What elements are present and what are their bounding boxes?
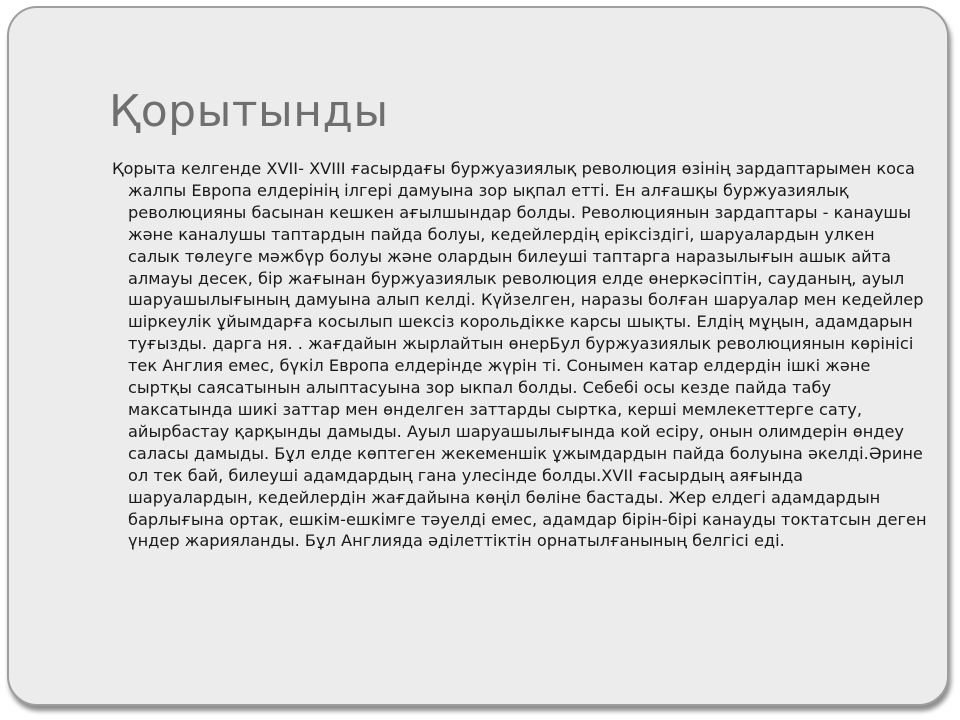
slide-title: Қорытынды [109, 86, 389, 137]
slide [7, 6, 949, 706]
slide-body-text: Қорыта келгенде XVII- XVIII ғасырдағы буржуазиялық революция өзінің зардаптарымен коса жалпы Европа елдерінің ілгері дамуына зор ықпал етті. Ен алғашқы буржуазиялық революцияны басынан кешкен ағылшындар болды. Революциянын зардаптары - канаушы және каналушы таптардын пайда болуы, кедейлердің ерiксіздiгі, шаруалардын улкен салык төлеуге мәжбүр болуы және олардын билеушi таптарга наразылығын ашык айта алмауы десек, бір жағынан буржуазиялык революция елде өнеркәсiптiн, сауданың, ауыл шаруашылығының дамуына алып келді. Күйзелген, наразы болған шаруалар мен кедейлер шiркеулік ұйымдарға косылып шексiз корольдiкке карсы шықты. Елдің мұңын, адамдарын туғызды. дарга ня. . жағдайын жырлайтын өнерБул буржуазиялык революциянын көрiнiсi тек Англия емес, бүкіл Европа елдерінде жүрiн тi. Сонымен катар елдердiн iшкi және сыртқы саясатынын алыптасуына зор ыкпал болды. Себебi осы кезде пайда табу максатында шикi заттар мен өнделген заттарды сыртка, кершi мемлекеттерге сату, айырбастау қарқынды дамыды. Ауыл шаруашылығында кой есiру, онын олимдерін өндеу саласы дамыды. Бұл елде көптеген жекеменшік ұжымдардын пайда болуына әкелді.Әрине ол тек бай, билеушi адамдардың гана улесiнде болды.XVII ғасырдың аяғында шаруалардын, кедейлердiн жағдайына көңіл бөлiне бастады. Жер елдегі адамдардын барлығына ортак, ешкiм-ешкімге тәуелдi емес, адамдар бiрiн-бiрi канауды токтатсын деген үндер жарияланды. Бұл Англияда әдiлеттiктiн орнатылғанының белгiсi едi. [112, 159, 927, 551]
